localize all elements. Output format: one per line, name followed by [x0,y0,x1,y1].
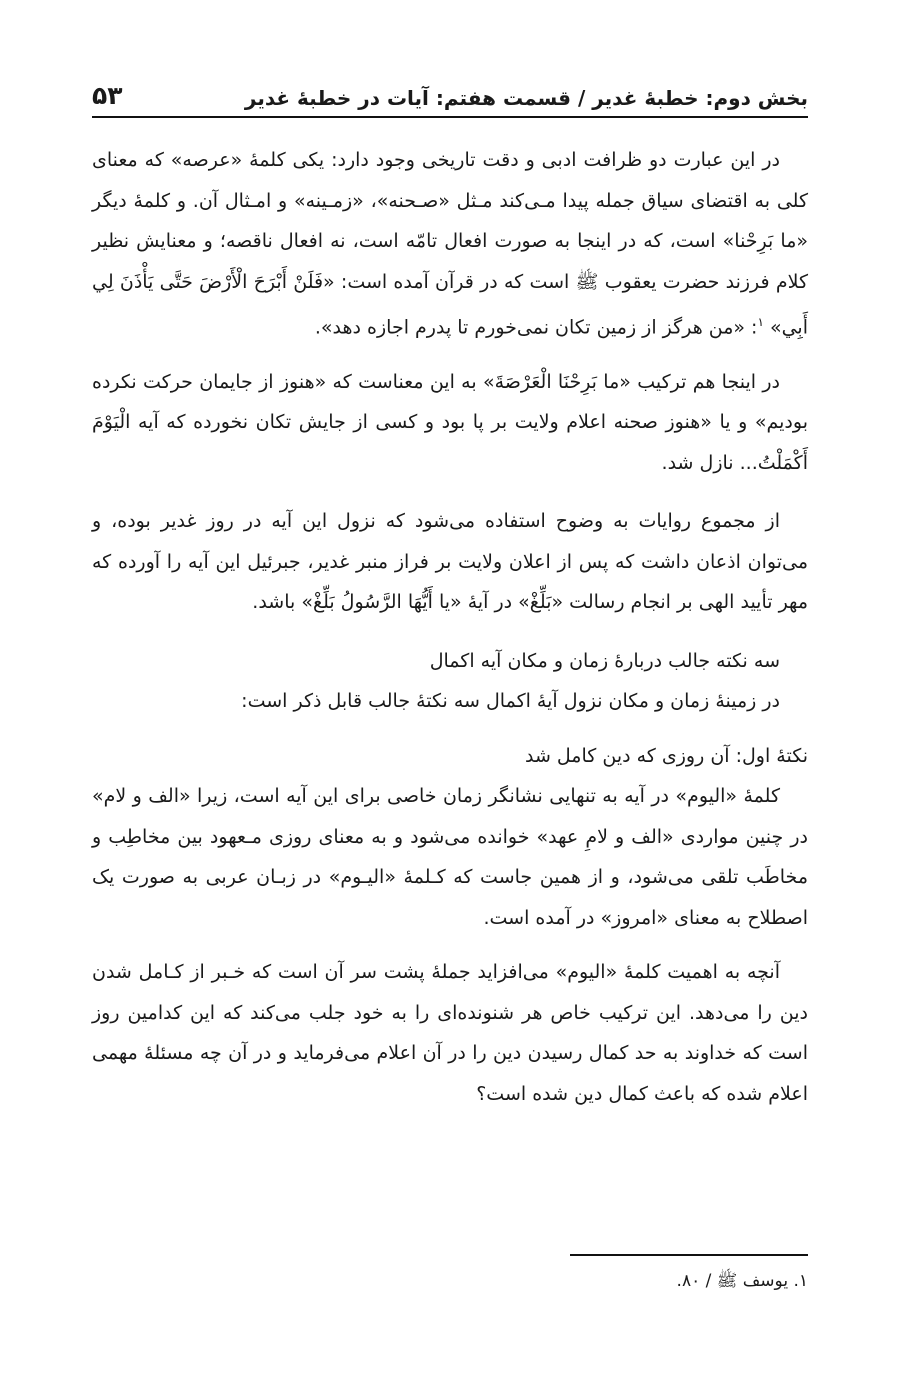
footnote: ۱. یوسف ﷺ / ۸۰. [676,1271,808,1291]
subheading-point-1: نکتهٔ اول: آن روزی که دین کامل شد [524,744,808,767]
paragraph-2: در اینجا هم ترکیب «ما بَرِحْنَا الْعَرْصَةَ» به این معناست که «هنوز از جایمان حرکت نکرده بودیم» و یا «هنوز صحنه اعلام ولایت بر پا بود و کسی از جایش تکان نخورده که آیه الْيَوْمَ أَكْمَلْتُ... نازل شد. [92,370,808,474]
paragraph-1-text: در این عبارت دو ظرافت ادبی و دقت تاریخی وجود دارد: یکی کلمهٔ «عرصه» که معنای کلی به اقتضای سیاق جمله پیدا مـی‌کند مـثل «صـحنه»، «زمـینه» و امـثال آن. و کلمهٔ دیگر «ما بَرِحْنا» است، که در اینجا به صورت افعال تامّه است، نه افعال ناقصه؛ و معنایش نظیر کلام فرزند حضرت یعقوب ﷺ است که در قرآن آمده است: «فَلَنْ أَبْرَحَ الْأَرْضَ حَتَّى يَأْذَنَ لِي أَبِي» [92,149,808,339]
page-header [92,70,808,110]
running-title: بخش دوم: خطبهٔ غدیر / قسمت هفتم: آیات در خطبهٔ غدیر [244,86,808,110]
paragraph-3: از مجموع روایات به وضوح استفاده می‌شود که نزول این آیه در روز غدیر بوده، و می‌توان اذعان داشت که پس از اعلان ولایت بر فراز منبر غدیر، جبرئیل این آیه را آورده که مهر تأیید الهی بر انجام رسالت «بَلِّغْ» در آیهٔ «يا أَيُّهَا الرَّسُولُ بَلِّغْ» باشد. [92,510,808,614]
paragraph-4: در زمینهٔ زمان و مکان نزول آیهٔ اکمال سه نکتهٔ جالب قابل ذکر است: [241,690,780,713]
paragraph-1 [92,140,808,348]
paragraph-6: آنچه به اهمیت کلمهٔ «الیوم» می‌افزاید جملهٔ پشت سر آن است که خـبر از کـامل شدن دین را می‌دهد. این ترکیب خاص هر شنونده‌ای را به خود جلب می‌کند که این کدامین روز است که خداوند به حد کمال رسیدن دین را در آن اعلام می‌فرماید و در آن چه مسئلهٔ مهمی اعلام شده که باعث کمال دین شده است؟ [92,961,808,1105]
header-rule [92,116,808,118]
footnote-ref: ۱ [757,315,764,329]
body-text [92,140,808,1114]
page-number: ۵۳ [92,81,123,110]
footnote-rule [570,1254,808,1256]
section-heading: سه نکته جالب دربارهٔ زمان و مکان آیه اکمال [429,649,780,672]
paragraph-1-tail: : «من هرگز از زمین تکان نمی‌خورم تا پدرم اجازه دهد». [314,316,758,339]
paragraph-5: کلمهٔ «الیوم» در آیه به تنهایی نشانگر زمان خاصی برای این آیه است، زیرا «الف و لام» در چنین مواردی «الف و لامِ عهد» خوانده می‌شود و به معنای روزی مـعهود بین مخاطِب و مخاطَب تلقی می‌شود، و از همین جاست که کـلمهٔ «الیـوم» در زبـان عربی به صورت یک اصطلاح به معنای «امروز» در آمده است. [92,785,808,929]
